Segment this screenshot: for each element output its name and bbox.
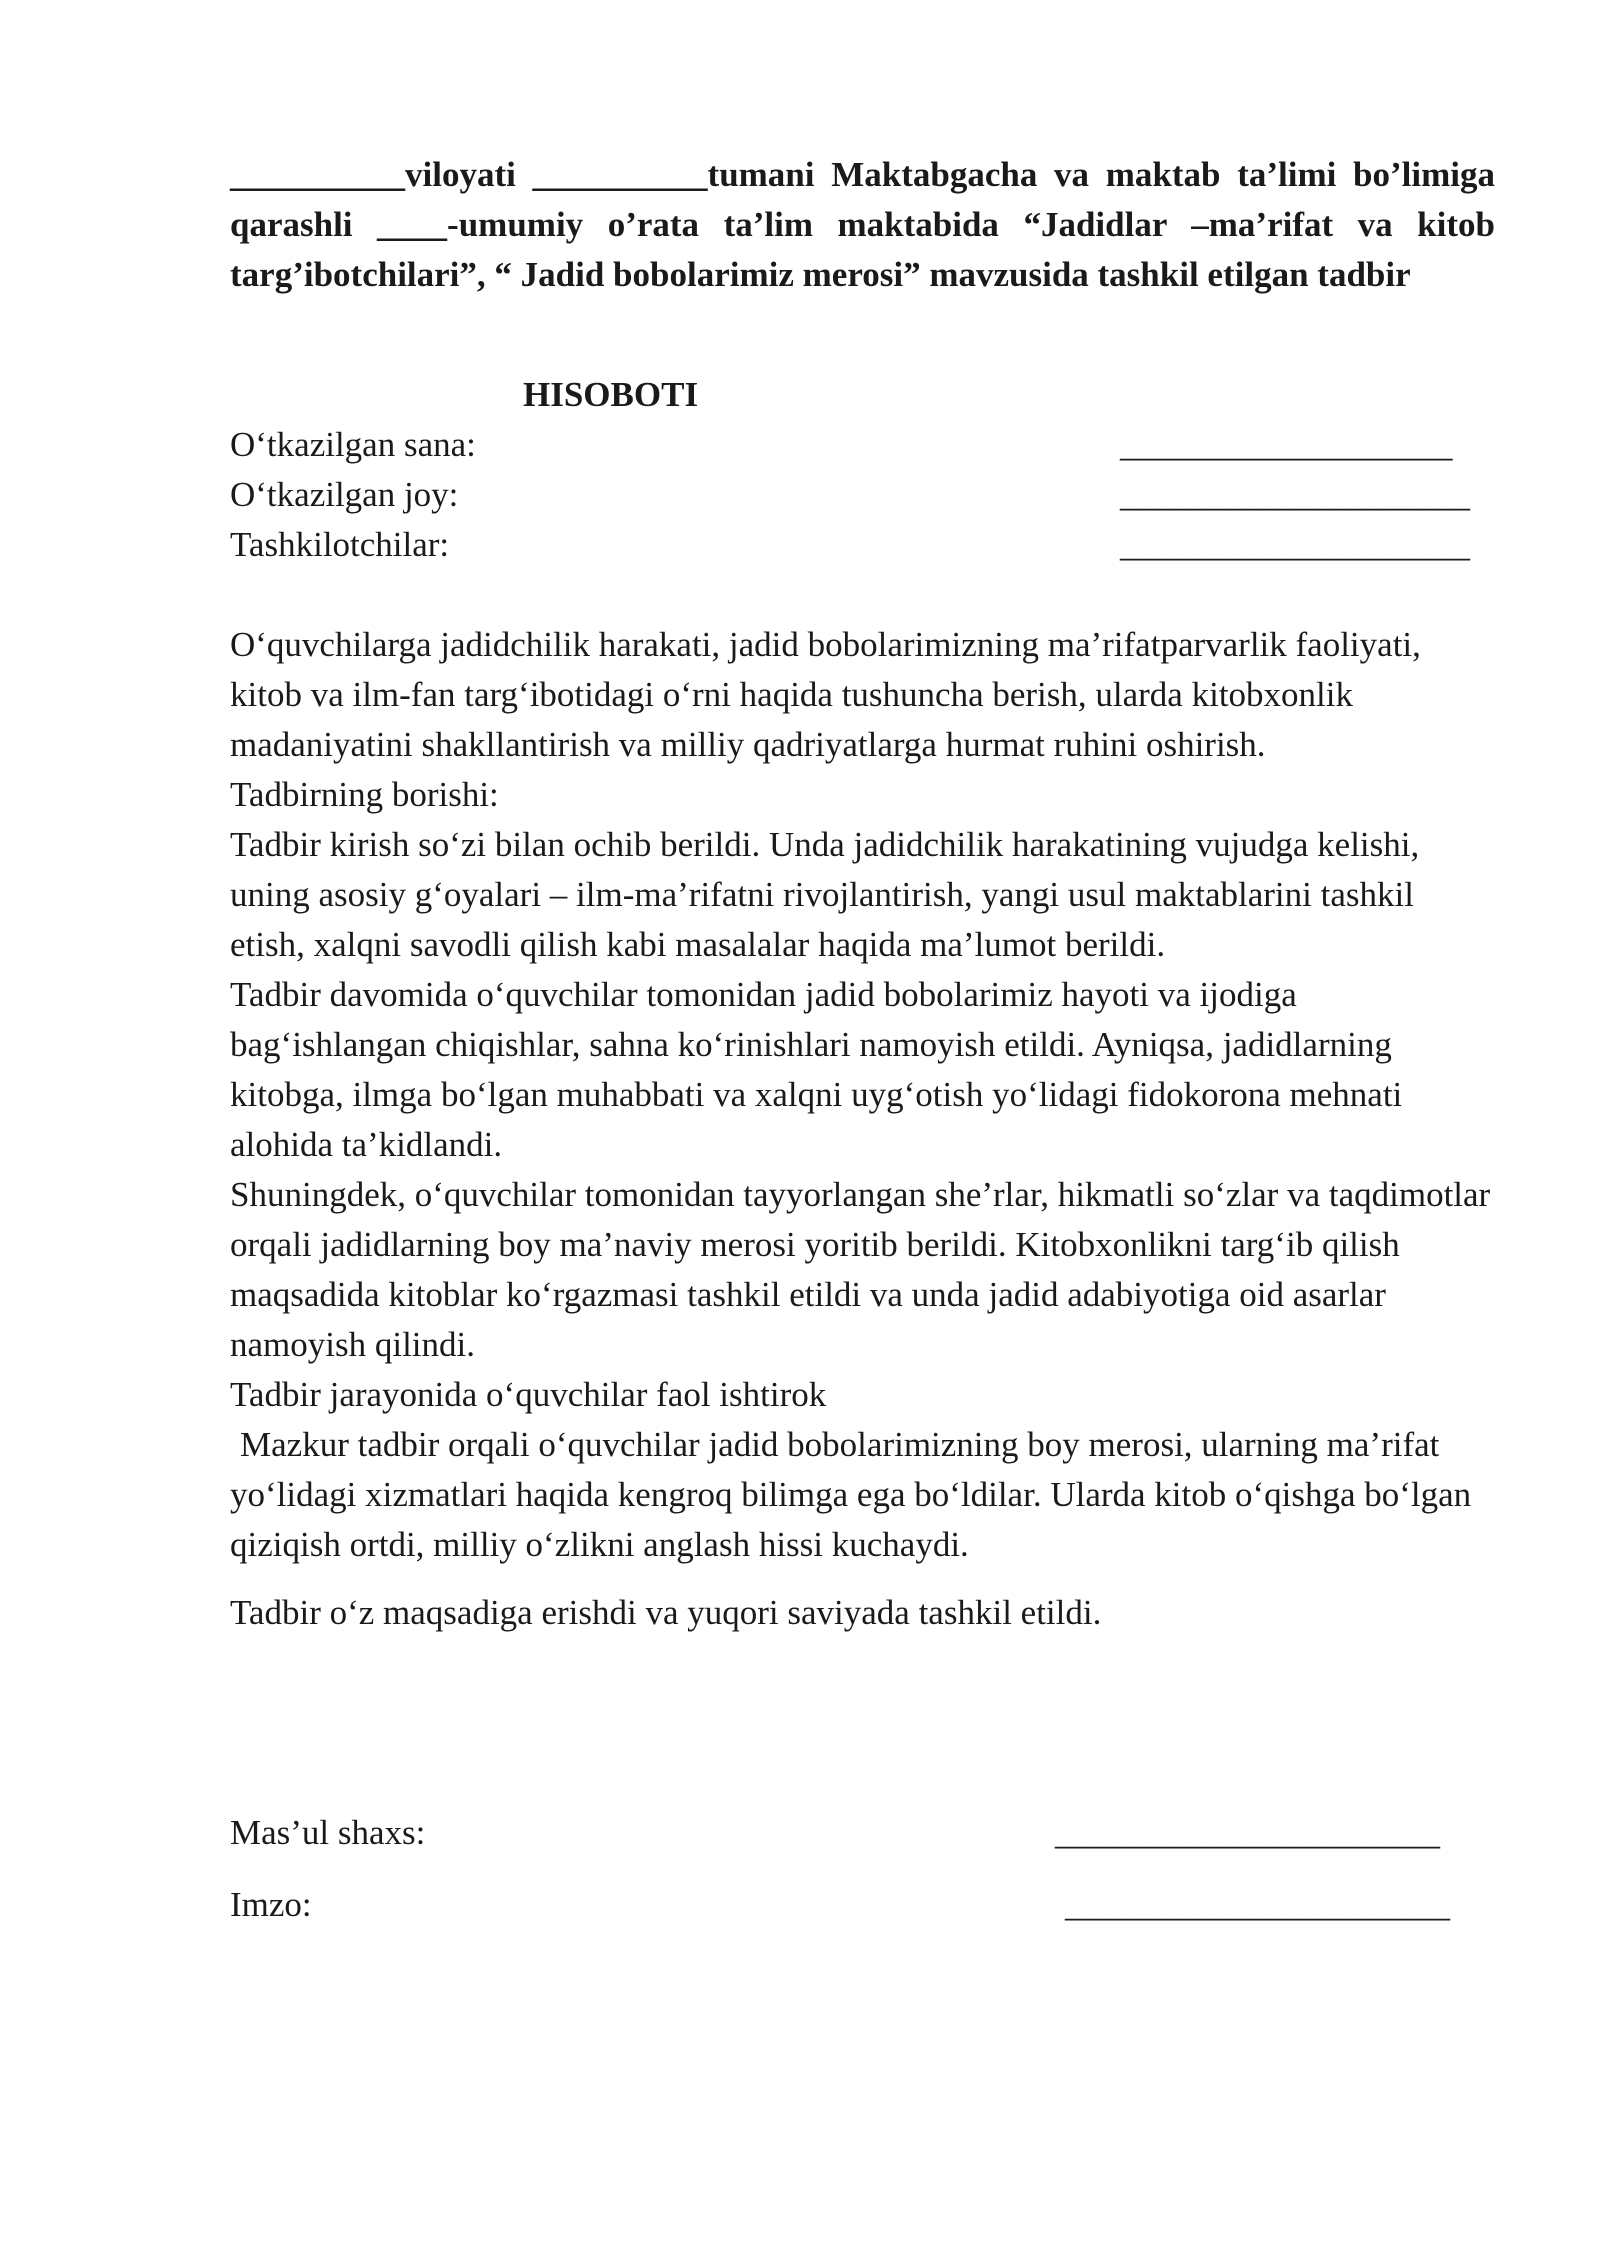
document-page <box>230 150 1495 1930</box>
field-date-blank: ___________________ <box>1120 425 1453 464</box>
field-organizers-blank: ____________________ <box>1120 525 1470 564</box>
paragraph-progress-heading: Tadbirning borishi: <box>230 775 499 814</box>
field-date <box>230 420 1495 470</box>
document-header: __________viloyati __________tumani Maktabgacha va maktab ta’limi bo’limiga qarashli ____-umumiy o’rata ta’lim maktabida “Jadidlar –ma’rifat va kitob targ’ibotchilari”, “ Jadid bobolarimiz merosi” mavzusida tashkil etilgan tadbir <box>230 155 1495 294</box>
signature-block <box>230 1808 1495 1930</box>
paragraph-outcome: Mazkur tadbir orqali o‘quvchilar jadid bobolarimizning boy merosi, ularning ma’rifat yo‘lidagi xizmatlari haqida kengroq bilimga ega bo‘ldilar. Ularda kitob o‘qishga bo‘lgan qiziqish ortdi, milliy o‘zlikni anglash hissi kuchaydi. <box>230 1425 1472 1564</box>
paragraph-participation: Tadbir jarayonida o‘quvchilar faol ishtirok <box>230 1375 827 1414</box>
field-place-blank: ____________________ <box>1120 475 1470 514</box>
document-title: HISOBOTI <box>523 375 699 414</box>
paragraph-performances: Tadbir davomida o‘quvchilar tomonidan jadid bobolarimiz hayoti va ijodiga bag‘ishlangan chiqishlar, sahna ko‘rinishlari namoyish etildi. Ayniqsa, jadidlarning kitobga, ilmga bo‘lgan muhabbati va xalqni uyg‘otish yo‘lidagi fidokorona mehnati alohida ta’kidlandi. <box>230 975 1403 1164</box>
paragraph-exhibition: Shuningdek, o‘quvchilar tomonidan tayyorlangan she’rlar, hikmatli so‘zlar va taqdimotlar orqali jadidlarning boy ma’naviy merosi yoritib berildi. Kitobxonlikni targ‘ib qilish maqsadida kitoblar ko‘rgazmasi tashkil etildi va unda jadid adabiyotiga oid asarlar namoyish qilindi. <box>230 1175 1491 1364</box>
signature-responsible <box>230 1808 1495 1858</box>
report-body <box>230 620 1495 1638</box>
signature-responsible-label: Mas’ul shaxs: <box>230 1813 426 1852</box>
signature-sign-blank: ______________________ <box>1065 1885 1450 1924</box>
paragraph-opening: Tadbir kirish so‘zi bilan ochib berildi. Unda jadidchilik harakatining vujudga kelishi, uning asosiy g‘oyalari – ilm-ma’rifatni rivojlantirish, yangi usul maktablarini tashkil etish, xalqni savodli qilish kabi masalalar haqida ma’lumot berildi. <box>230 825 1420 964</box>
field-date-label: O‘tkazilgan sana: <box>230 425 476 464</box>
paragraph-conclusion: Tadbir o‘z maqsadiga erishdi va yuqori saviyada tashkil etildi. <box>230 1593 1102 1632</box>
signature-sign-label: Imzo: <box>230 1885 312 1924</box>
signature-responsible-blank: ______________________ <box>1055 1813 1440 1852</box>
field-place-label: O‘tkazilgan joy: <box>230 475 459 514</box>
field-organizers <box>230 520 1495 570</box>
field-organizers-label: Tashkilotchilar: <box>230 525 450 564</box>
signature-sign <box>230 1880 1495 1930</box>
paragraph-goal: O‘quvchilarga jadidchilik harakati, jadid bobolarimizning ma’rifatparvarlik faoliyati, kitob va ilm-fan targ‘ibotidagi o‘rni haqida tushuncha berish, ularda kitobxonlik madaniyatini shakllantirish va milliy qadriyatlarga hurmat ruhini oshirish. <box>230 625 1421 764</box>
field-place <box>230 470 1495 520</box>
